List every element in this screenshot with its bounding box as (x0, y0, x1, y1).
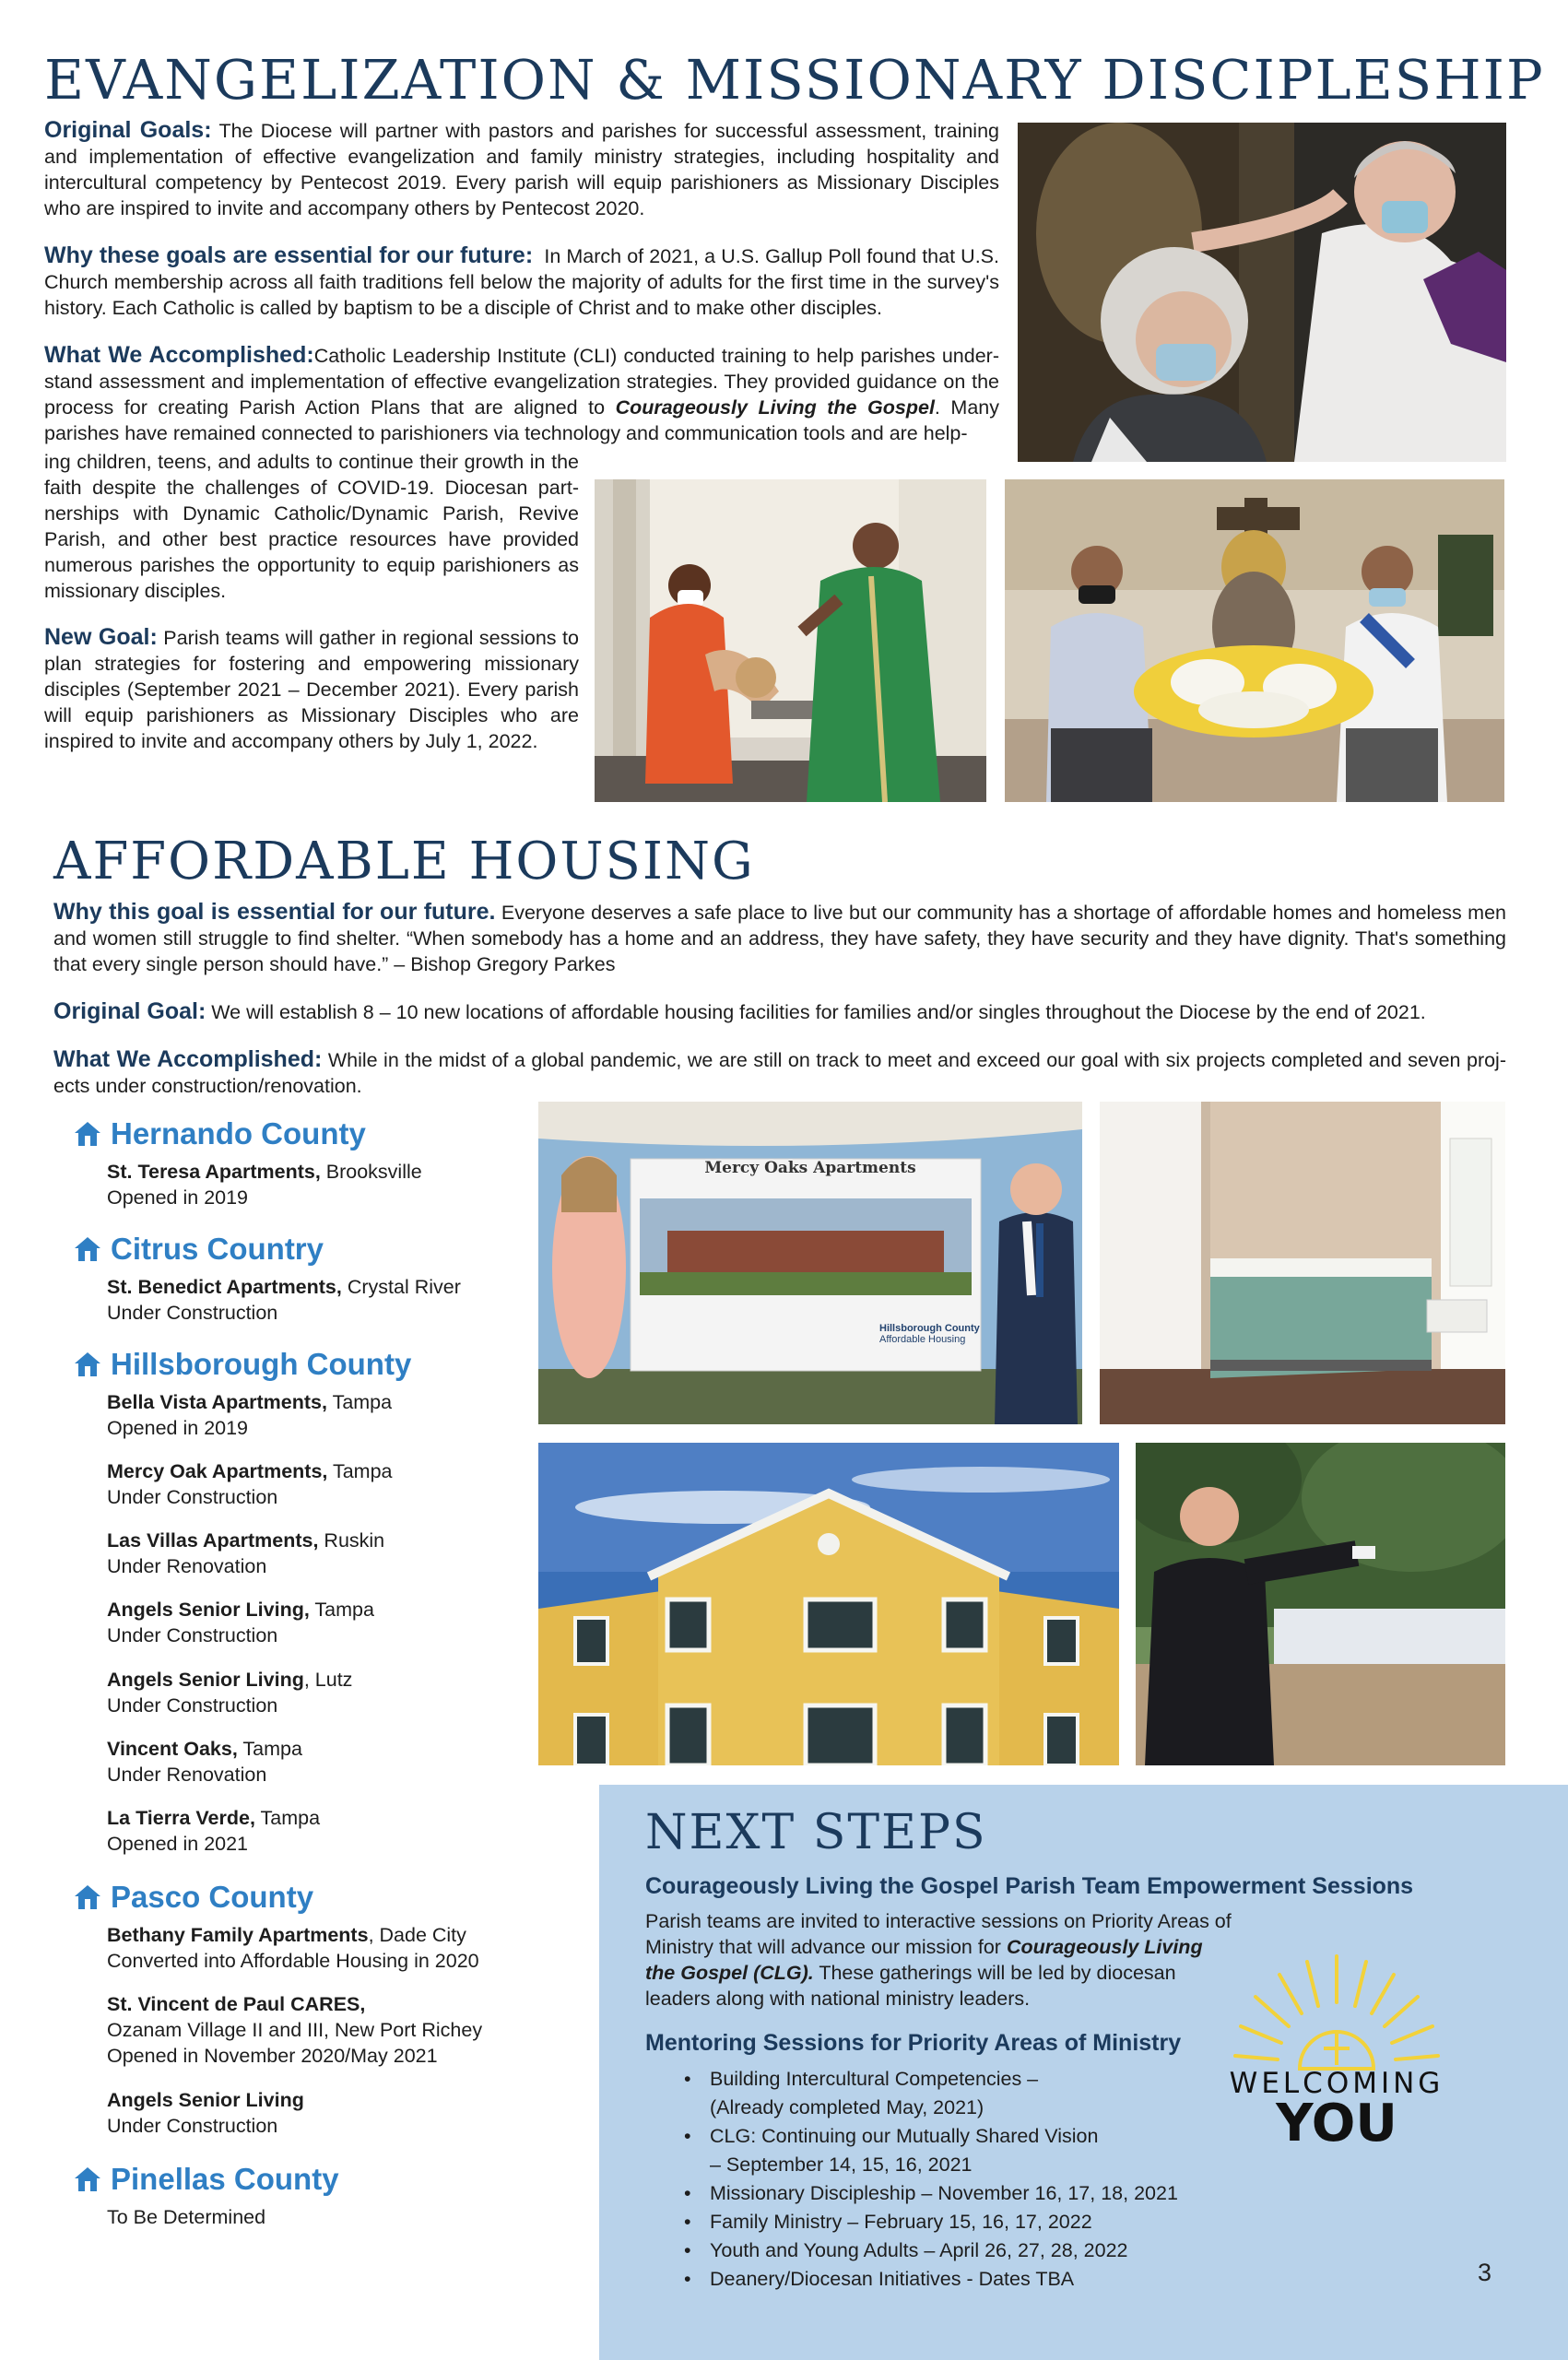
entry-name: Angels Senior Living (107, 2089, 304, 2111)
original-goals-label: Original Goals: (44, 117, 212, 143)
photo-blessing-site (1136, 1443, 1505, 1765)
next-steps-para-italic: Courageously Living the Gospel (CLG). (645, 1936, 1203, 1984)
sign-logo (879, 1323, 981, 1345)
why-text: In March of 2021, a U.S. Gallup Poll found that U.S. Church membership across all faith traditions fell below the majority of adults for the first time in the survey's history. Each Catholic is called by baptism to be a disciple of Christ and to make other disciples. (44, 245, 999, 319)
housing-entry (107, 1159, 422, 1210)
housing-entry (107, 1458, 393, 1510)
entry-name: St. Benedict Apartments, (107, 1276, 342, 1298)
next-steps-heading: NEXT STEPS (645, 1805, 987, 1860)
housing-entry (107, 2087, 304, 2139)
housing-why-text: Everyone deserves a safe place to live but our community has a shortage of affordable homes and homeless men and women still struggle to find shelter. “When somebody has a home and an address, they have safety, they have security and they have dignity. That's something that every single person should have.” – Bishop Gregory Parkes (53, 902, 1506, 975)
page-number: 3 (1478, 2259, 1492, 2286)
house-icon (74, 1121, 101, 1147)
entry-name: Las Villas Apartments, (107, 1529, 319, 1552)
entry-status: Under Construction (107, 1486, 278, 1508)
next-steps-subheading-2: Mentoring Sessions for Priority Areas of Ministry (645, 2030, 1182, 2056)
entry-place: Tampa (309, 1599, 374, 1621)
section-heading-affordable-housing: AFFORDABLE HOUSING (53, 832, 755, 891)
entry-name: Vincent Oaks, (107, 1738, 238, 1760)
list-item: • Youth and Young Adults – April 26, 27, 28, 2022 (673, 2236, 1244, 2265)
entry-status: Opened in November 2020/May 2021 (107, 2045, 438, 2067)
entry-name: Bethany Family Apartments (107, 1924, 369, 1946)
entry-status: Under Construction (107, 1624, 278, 1646)
entry-name: St. Vincent de Paul CARES, (107, 1993, 366, 2015)
entry-status: Under Renovation (107, 1764, 267, 1786)
photo-mercy-oaks-sign (538, 1102, 1082, 1424)
housing-entry (107, 1991, 482, 2069)
housing-entry (107, 1922, 479, 1974)
photo-bedroom (1100, 1102, 1505, 1424)
housing-entry (107, 1667, 352, 1718)
housing-original-goal (53, 998, 1506, 1025)
entry-place: , Lutz (303, 1669, 353, 1691)
entry-status: Opened in 2021 (107, 1833, 249, 1855)
house-icon (74, 1884, 101, 1910)
entry-status: Under Construction (107, 1694, 278, 1717)
house-icon (74, 1236, 101, 1262)
entry-place: Tampa (254, 1807, 321, 1829)
county-title: Hillsborough County (111, 1347, 412, 1381)
entry-place: , Dade City (368, 1924, 466, 1946)
entry-place: Brooksville (320, 1161, 422, 1183)
entry-place: Tampa (327, 1460, 393, 1482)
original-goals-text: The Diocese will partner with pastors and parishes for successful assessment, training and implementation of effective evangelization and family ministry strategies, including hospitality and intercultural competency by Pentecost 2019. Every parish will equip parishioners as Missionary Disciples who are inspired to invite and accompany others by Pentecost 2020. (44, 120, 999, 219)
entry-place: Ruskin (318, 1529, 385, 1552)
county-hernando (74, 1116, 366, 1151)
housing-original-goal-label: Original Goal: (53, 998, 206, 1024)
county-pasco (74, 1880, 313, 1915)
entry-status: Opened in 2019 (107, 1417, 249, 1439)
entry-name: Bella Vista Apartments, (107, 1391, 327, 1413)
evangelization-accomplished (44, 342, 999, 446)
housing-why (53, 899, 1506, 977)
entry-status: Opened in 2019 (107, 1186, 249, 1209)
accomplished-text-cont: . Many parishes have remained connected to parishioners via technology and communication tools and are help- (44, 396, 999, 444)
sign-logo-text: Hillsborough County (879, 1323, 980, 1334)
evangelization-original-goals (44, 117, 999, 221)
why-label: Why these goals are essential for our future: (44, 242, 534, 268)
entry-place: Tampa (237, 1738, 302, 1760)
housing-accomplished (53, 1046, 1506, 1099)
section-heading-evangelization: EVANGELIZATION & MISSIONARY DISCIPLESHIP (44, 48, 1545, 112)
housing-entry (107, 2204, 265, 2230)
accomplished-italic: Courageously Living the Gospel (615, 396, 935, 419)
entry-line2: Ozanam Village II and III, New Port Richey (107, 2019, 483, 2041)
housing-entry (107, 1274, 461, 1326)
entry-status: Under Construction (107, 1302, 278, 1324)
house-icon (74, 1351, 101, 1377)
entry-status: To Be Determined (107, 2206, 266, 2228)
photo-apartment-building (538, 1443, 1119, 1765)
accomplished-text-3: ing children, teens, and adults to continue their growth in the faith despite the challenges of COVID-19. Diocesan part-nerships with Dynamic Catholic/Dynamic Parish, Revive Parish, and other best practice resources have provided numerous parishes the opportunity to equip parishioners as missionary disciples. (44, 451, 579, 602)
evangelization-new-goal (44, 624, 579, 754)
next-steps-subheading-1: Courageously Living the Gospel Parish Team Empowerment Sessions (645, 1873, 1414, 1899)
next-steps-para-b: These gatherings will be led by diocesan leaders along with national ministry leaders. (645, 1962, 1176, 2010)
entry-place: Tampa (326, 1391, 393, 1413)
county-hillsborough (74, 1347, 411, 1382)
welcoming-you-logo (1208, 1949, 1466, 2115)
entry-place: Crystal River (341, 1276, 461, 1298)
list-item: • CLG: Continuing our Mutually Shared Vision – September 14, 15, 16, 2021 (673, 2122, 1244, 2179)
entry-name: Mercy Oak Apartments, (107, 1460, 328, 1482)
entry-name: Angels Senior Living (107, 1669, 304, 1691)
evangelization-accomplished-cont (44, 449, 579, 604)
accomplished-text: Catholic Leadership Institute (CLI) conducted training to help parishes under-stand assessment and implementation of effective evangelization strategies. They provided guidance on the process for creating Parish Action Plans that are aligned to (44, 345, 999, 419)
sign-logo-sub: Affordable Housing (879, 1334, 966, 1345)
logo-you-text: YOU (1276, 2094, 1397, 2154)
evangelization-why (44, 242, 999, 321)
entry-status: Converted into Affordable Housing in 2020 (107, 1950, 479, 1972)
accomplished-label: What We Accomplished: (44, 342, 314, 368)
county-title: Citrus Country (111, 1232, 324, 1266)
photo-ash-wednesday (1018, 123, 1506, 462)
housing-entry (107, 1805, 320, 1857)
entry-name: St. Teresa Apartments, (107, 1161, 321, 1183)
county-title: Pasco County (111, 1880, 314, 1914)
county-citrus (74, 1232, 324, 1267)
list-item: • Building Intercultural Competencies – (Already completed May, 2021) (673, 2065, 1244, 2122)
housing-accomplished-text: While in the midst of a global pandemic, we are still on track to meet and exceed our goal with six projects completed and seven proj-ects under construction/renovation. (53, 1049, 1506, 1097)
sign-title: Mercy Oaks Apartments (704, 1159, 916, 1177)
logo-welcoming-text: WELCOMING (1229, 2067, 1444, 2100)
next-steps-paragraph (645, 1908, 1235, 2012)
county-title: Pinellas County (111, 2162, 339, 2196)
new-goal-text: Parish teams will gather in regional sessions to plan strategies for fostering and empowering missionary disciples (September 2021 – December 2021). Every parish will equip parishioners as Missionary Disciples who are inspired to invite and accompany others by July 1, 2022. (44, 627, 579, 752)
next-steps-para-a: Parish teams are invited to interactive sessions on Priority Areas of Ministry that will advance our mission for (645, 1910, 1232, 1958)
housing-entry (107, 1528, 384, 1579)
housing-entry (107, 1736, 302, 1788)
entry-status: Under Renovation (107, 1555, 267, 1577)
entry-status: Under Construction (107, 2115, 278, 2137)
housing-accomplished-label: What We Accomplished: (53, 1046, 323, 1072)
list-item: • Missionary Discipleship – November 16, 17, 18, 2021 (673, 2179, 1244, 2208)
housing-original-goal-text: We will establish 8 – 10 new locations of affordable housing facilities for families and/or singles throughout the Diocese by the end of 2021. (211, 1001, 1426, 1023)
next-steps-panel (599, 1785, 1568, 2360)
list-item: • Deanery/Diocesan Initiatives - Dates TBA (673, 2265, 1244, 2294)
house-icon (74, 2166, 101, 2192)
housing-why-label: Why this goal is essential for our future. (53, 899, 496, 925)
housing-entry (107, 1597, 374, 1648)
entry-name: La Tierra Verde, (107, 1807, 255, 1829)
list-item: • Family Ministry – February 15, 16, 17, 2022 (673, 2208, 1244, 2236)
new-goal-label: New Goal: (44, 624, 158, 650)
photo-baptism (595, 479, 986, 802)
county-title: Hernando County (111, 1116, 366, 1150)
entry-name: Angels Senior Living, (107, 1599, 310, 1621)
photo-statue-procession (1005, 479, 1504, 802)
county-pinellas (74, 2162, 339, 2197)
housing-entry (107, 1389, 392, 1441)
mentoring-sessions-list (673, 2065, 1244, 2294)
